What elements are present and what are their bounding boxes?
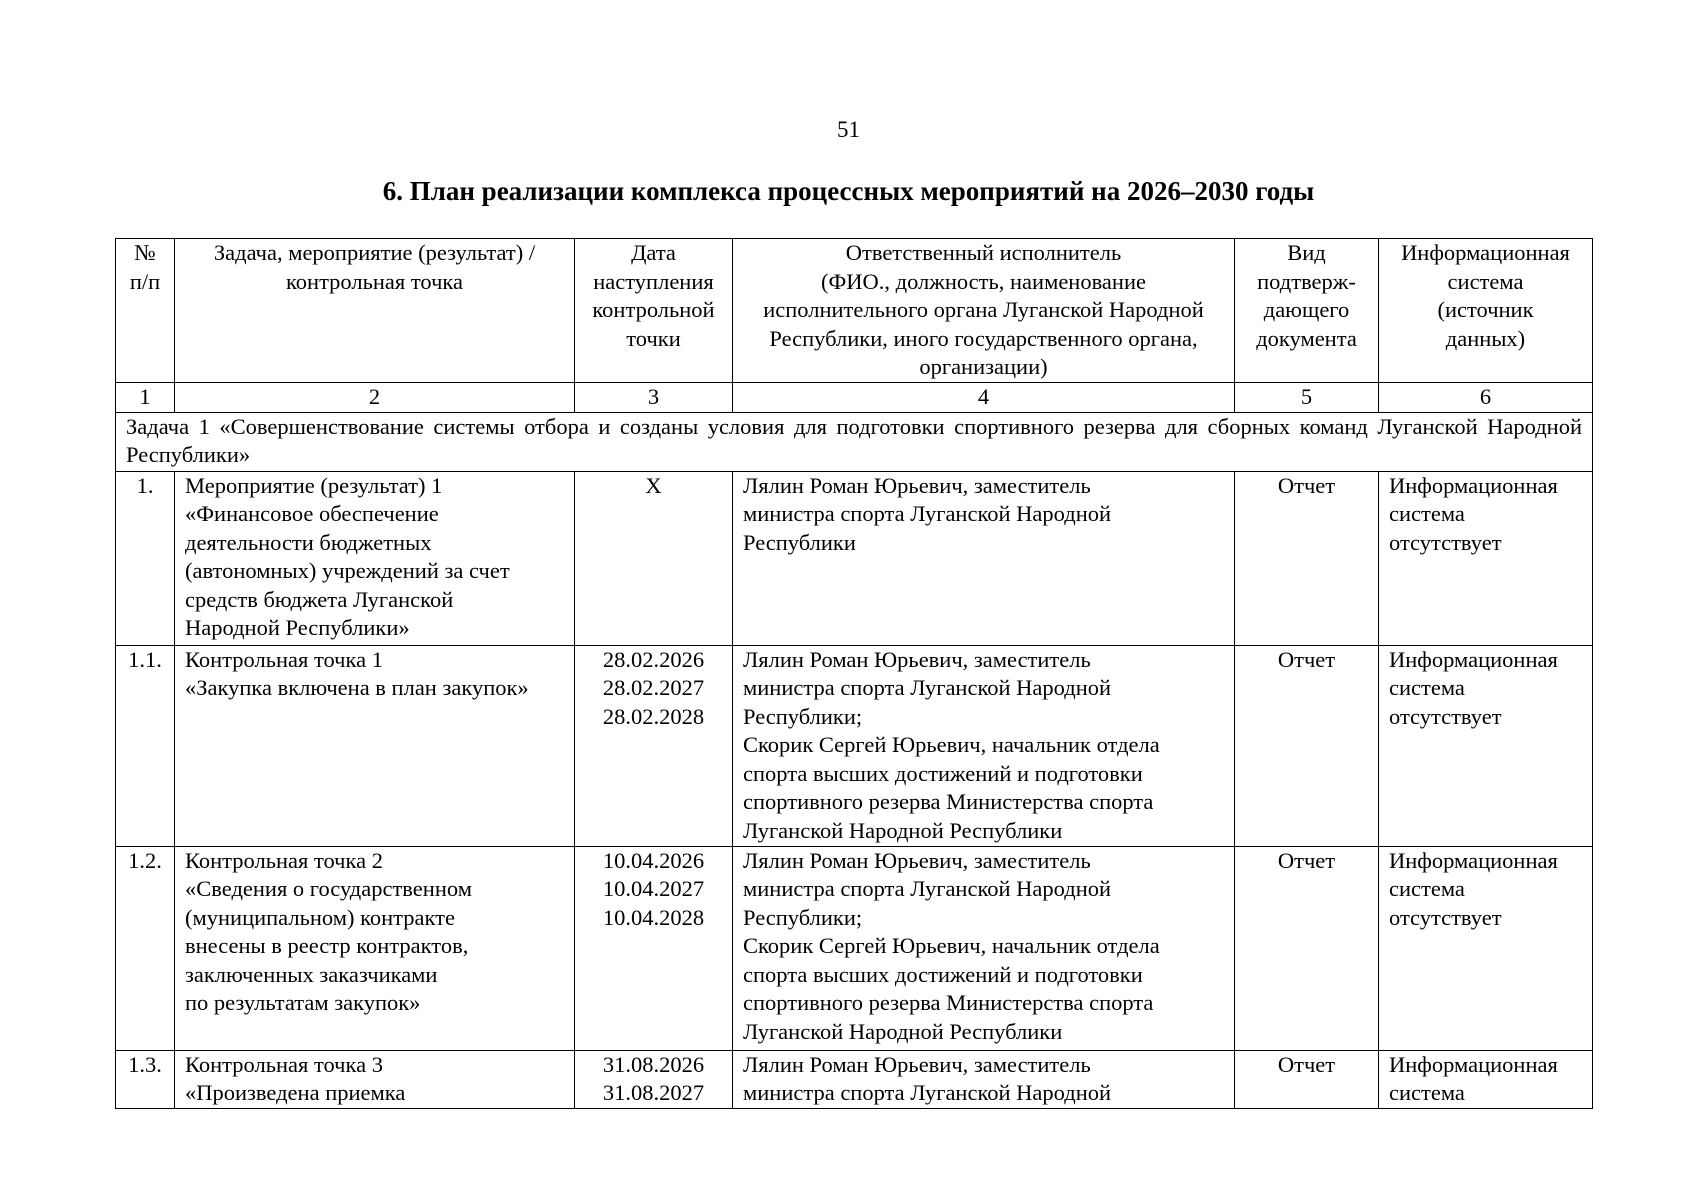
header-num (116, 239, 175, 383)
table-header-row (116, 239, 1593, 383)
column-number: 1 (116, 383, 175, 413)
row-dates (575, 846, 733, 1050)
row-task-line: «Сведения о государственном (185, 876, 472, 901)
header-info-system (1379, 239, 1593, 383)
header-doc-type-line: дающего (1263, 297, 1350, 322)
row-responsible-line: Лялин Роман Юрьевич, заместитель (743, 847, 1091, 873)
header-task-line: контрольная точка (286, 268, 463, 294)
row-info-system-line: отсутствует (1389, 703, 1502, 729)
row-doc-type: Отчет (1235, 846, 1379, 1050)
row-info-system-line: система (1389, 501, 1465, 526)
row-task-line: внесены в реестр контрактов, (185, 933, 469, 958)
row-task (175, 1050, 575, 1108)
row-info-system-line: Информационная (1389, 847, 1558, 873)
row-task-line: по результатам закупок» (185, 990, 421, 1015)
column-number: 6 (1379, 383, 1593, 413)
row-responsible-line: Республики; (743, 904, 863, 930)
row-info-system-line: Информационная (1389, 472, 1558, 498)
row-responsible (733, 846, 1235, 1050)
task-row (116, 412, 1593, 471)
row-task-line: деятельности бюджетных (185, 529, 432, 555)
row-task-line: «Закупка включена в план закупок» (185, 675, 529, 700)
row-responsible-line: спорта высших достижений и подготовки (743, 760, 1143, 786)
row-responsible-line: министра спорта Луганской Народной (743, 1080, 1112, 1105)
row-date: 10.04.2027 (602, 876, 705, 901)
row-task (175, 471, 575, 645)
row-task-line: средств бюджета Луганской (185, 586, 454, 612)
table-row (116, 645, 1593, 846)
header-doc-type-line: документа (1256, 325, 1357, 351)
row-responsible-line: спортивного резерва Министерства спорта (743, 990, 1154, 1015)
row-info-system (1379, 846, 1593, 1050)
column-number-row (116, 383, 1593, 413)
row-number: 1. (116, 471, 175, 645)
plan-table (115, 238, 1593, 1109)
row-responsible-line: спортивного резерва Министерства спорта (743, 789, 1154, 814)
header-doc-type (1235, 239, 1379, 383)
row-info-system-line: Информационная (1389, 1051, 1558, 1077)
row-responsible (733, 471, 1235, 645)
row-task-line: Контрольная точка 2 (185, 847, 383, 873)
row-date: 31.08.2027 (602, 1080, 705, 1105)
header-date-line: контрольной (592, 297, 715, 322)
row-dates (575, 645, 733, 846)
row-info-system-line: отсутствует (1389, 529, 1502, 555)
header-doc-type-line: Вид (1287, 240, 1326, 265)
header-date-line: наступления (593, 268, 714, 294)
row-task (175, 846, 575, 1050)
row-number: 1.2. (116, 846, 175, 1050)
header-doc-type-line: подтверж- (1257, 268, 1356, 294)
header-responsible-line: организации) (919, 354, 1048, 379)
row-date: X (645, 472, 662, 498)
header-responsible-line: Республики, иного государственного органа, (769, 325, 1198, 351)
row-task-line: (муниципальном) контракте (185, 904, 455, 930)
header-date-line: точки (626, 325, 681, 351)
row-info-system-line: система (1389, 876, 1465, 901)
row-task-line: Народной Республики» (185, 615, 410, 640)
row-responsible-line: Лялин Роман Юрьевич, заместитель (743, 1051, 1091, 1077)
column-number: 4 (733, 383, 1235, 413)
row-task-line: «Произведена приемка (185, 1080, 406, 1105)
row-info-system-line: система (1389, 675, 1465, 700)
row-info-system-line: Информационная (1389, 646, 1558, 672)
header-responsible (733, 239, 1235, 383)
row-doc-type: Отчет (1235, 645, 1379, 846)
row-task-line: заключенных заказчиками (185, 961, 438, 987)
column-number: 2 (175, 383, 575, 413)
header-date (575, 239, 733, 383)
header-responsible-line: Ответственный исполнитель (845, 240, 1122, 265)
row-responsible-line: министра спорта Луганской Народной (743, 675, 1112, 700)
row-info-system (1379, 645, 1593, 846)
row-task-line: Контрольная точка 3 (185, 1051, 383, 1077)
row-responsible-line: Лялин Роман Юрьевич, заместитель (743, 472, 1091, 498)
document-title: 6. План реализации комплекса процессных мероприятий на 2026–2030 годы (382, 176, 1315, 206)
row-date: 28.02.2026 (602, 646, 705, 672)
row-responsible-line: министра спорта Луганской Народной (743, 501, 1112, 526)
row-date: 28.02.2028 (602, 703, 705, 729)
row-info-system-line: отсутствует (1389, 904, 1502, 930)
header-responsible-line: исполнительного органа Луганской Народной (763, 297, 1204, 322)
row-responsible-line: Лялин Роман Юрьевич, заместитель (743, 646, 1091, 672)
row-number: 1.1. (116, 645, 175, 846)
row-responsible-line: спорта высших достижений и подготовки (743, 961, 1143, 987)
row-dates (575, 471, 733, 645)
table-row (116, 471, 1593, 645)
row-date: 31.08.2026 (602, 1051, 705, 1077)
row-responsible-line: Луганской Народной Республики (743, 817, 1063, 843)
row-responsible-line: Скорик Сергей Юрьевич, начальник отдела (743, 732, 1160, 757)
row-task (175, 645, 575, 846)
row-responsible-line: Республики (743, 529, 856, 555)
column-number: 3 (575, 383, 733, 413)
row-responsible-line: Скорик Сергей Юрьевич, начальник отдела (743, 933, 1160, 958)
row-task-line: Контрольная точка 1 (185, 646, 383, 672)
row-info-system (1379, 1050, 1593, 1108)
row-responsible (733, 645, 1235, 846)
row-date: 28.02.2027 (602, 675, 705, 700)
table-row (116, 846, 1593, 1050)
row-responsible-line: министра спорта Луганской Народной (743, 876, 1112, 901)
row-doc-type: Отчет (1235, 471, 1379, 645)
row-task-line: Мероприятие (результат) 1 (185, 472, 443, 498)
row-responsible-line: Республики; (743, 703, 863, 729)
header-responsible-line: (ФИО., должность, наименование (821, 268, 1146, 294)
task-description: Задача 1 «Совершенствование системы отбора и созданы условия для подготовки спортивного резерва для сборных команд Луганской Народной Республики» (116, 412, 1593, 471)
header-info-system-line: система (1447, 268, 1524, 294)
header-info-system-line: данных) (1445, 325, 1526, 351)
header-info-system-line: Информационная (1401, 240, 1570, 265)
header-num-line: п/п (129, 268, 161, 294)
row-info-system (1379, 471, 1593, 645)
row-responsible-line: Луганской Народной Республики (743, 1018, 1063, 1044)
table-row (116, 1050, 1593, 1108)
row-task-line: (автономных) учреждений за счет (185, 558, 510, 583)
header-num-line: № (134, 240, 156, 265)
row-dates (575, 1050, 733, 1108)
row-responsible (733, 1050, 1235, 1108)
row-task-line: «Финансовое обеспечение (185, 501, 439, 526)
row-date: 10.04.2026 (602, 847, 705, 873)
header-info-system-line: (источник (1437, 297, 1534, 322)
page-number: 51 (837, 117, 860, 142)
column-number: 5 (1235, 383, 1379, 413)
header-date-line: Дата (631, 240, 676, 265)
row-doc-type: Отчет (1235, 1050, 1379, 1108)
row-date: 10.04.2028 (602, 904, 705, 930)
header-task-line: Задача, мероприятие (результат) / (213, 240, 536, 265)
row-number: 1.3. (116, 1050, 175, 1108)
header-task (175, 239, 575, 383)
row-info-system-line: система (1389, 1080, 1465, 1105)
